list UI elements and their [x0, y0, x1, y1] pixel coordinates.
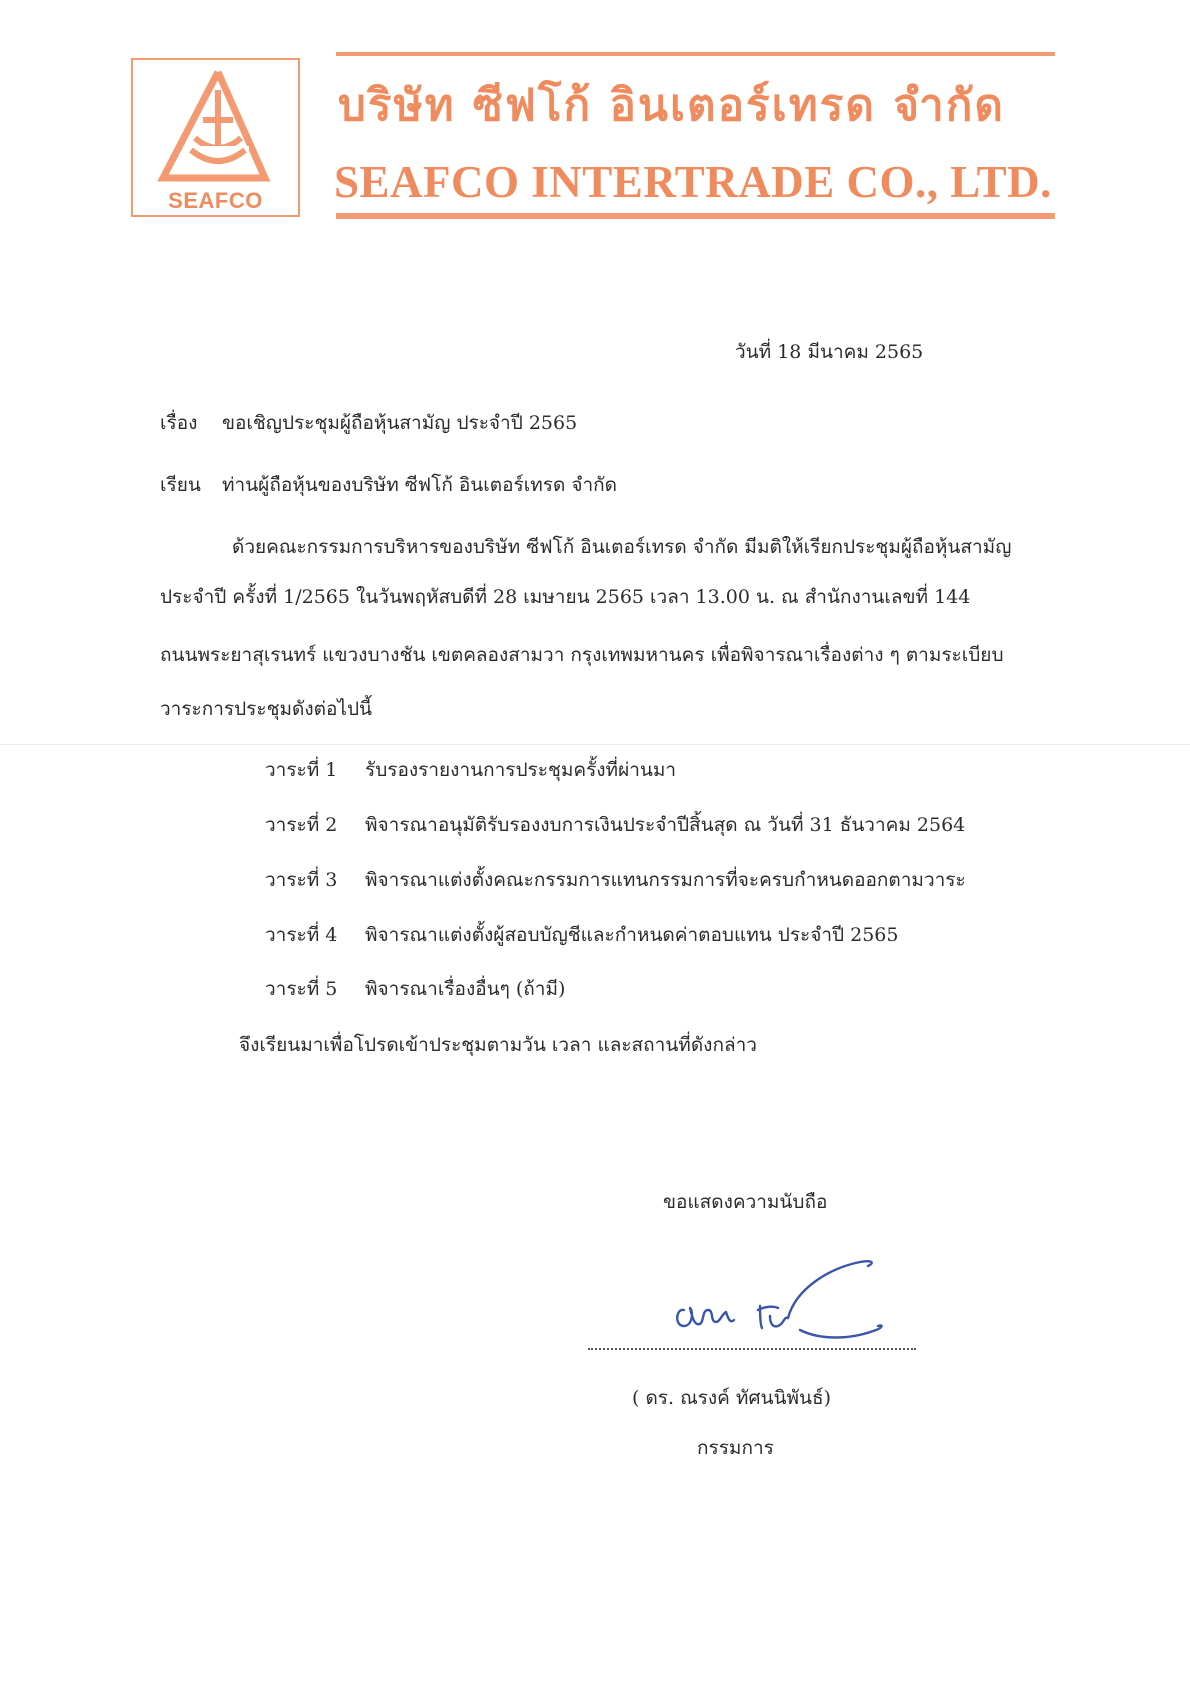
subject-text: ขอเชิญประชุมผู้ถือหุ้นสามัญ ประจำปี 2565 [222, 412, 578, 434]
agenda-number: วาระที่ 5 [265, 978, 338, 1000]
agenda-number: วาระที่ 1 [265, 759, 338, 781]
signature-dotted-line [588, 1348, 916, 1350]
letter-date: วันที่ 18 มีนาคม 2565 [735, 341, 924, 363]
agenda-text: พิจารณาอนุมัติรับรองงบการเงินประจำปีสิ้นสุด ณ วันที่ 31 ธันวาคม 2564 [365, 814, 966, 836]
agenda-item [265, 755, 676, 785]
company-name-english: SEAFCO INTERTRADE CO., LTD. [334, 157, 1052, 207]
paragraph-line: ด้วยคณะกรรมการบริหารของบริษัท ซีฟโก้ อินเตอร์เทรด จำกัด มีมติให้เรียกประชุมผู้ถือหุ้นสามัญ [232, 536, 1012, 558]
closing-sentence: จึงเรียนมาเพื่อโปรดเข้าประชุมตามวัน เวลา และสถานที่ดังกล่าว [239, 1034, 757, 1056]
regards-text: ขอแสดงความนับถือ [663, 1191, 828, 1213]
handwritten-signature [670, 1248, 900, 1348]
paragraph-line: ประจำปี ครั้งที่ 1/2565 ในวันพฤหัสบดีที่ 28 เมษายน 2565 เวลา 13.00 น. ณ สำนักงานเลขที่ 144 [160, 586, 971, 608]
paragraph-line: วาระการประชุมดังต่อไปนี้ [160, 698, 372, 720]
subject-line [160, 408, 577, 438]
company-name-thai: บริษัท ซีฟโก้ อินเตอร์เทรด จำกัด [338, 80, 1005, 131]
agenda-text: พิจารณาเรื่องอื่นๆ (ถ้ามี) [365, 978, 566, 1000]
agenda-number: วาระที่ 4 [265, 924, 338, 946]
logo-text: SEAFCO [168, 188, 263, 213]
header-rule-bottom [336, 213, 1055, 219]
company-logo [131, 58, 300, 217]
agenda-item [265, 865, 966, 895]
addressee-label: เรียน [160, 474, 201, 496]
agenda-text: พิจารณาแต่งตั้งผู้สอบบัญชีและกำหนดค่าตอบแทน ประจำปี 2565 [365, 924, 899, 946]
agenda-text: รับรองรายงานการประชุมครั้งที่ผ่านมา [365, 759, 677, 781]
subject-label: เรื่อง [160, 412, 198, 434]
signer-title: กรรมการ [697, 1437, 774, 1459]
signer-name: ( ดร. ณรงค์ ทัศนนิพันธ์) [632, 1387, 832, 1409]
header-rule-top [336, 52, 1055, 56]
agenda-number: วาระที่ 3 [265, 869, 338, 891]
agenda-text: พิจารณาแต่งตั้งคณะกรรมการแทนกรรมการที่จะครบกำหนดออกตามวาระ [365, 869, 966, 891]
addressee-text: ท่านผู้ถือหุ้นของบริษัท ซีฟโก้ อินเตอร์เทรด จำกัด [222, 474, 617, 496]
addressee-line [160, 470, 617, 500]
paragraph-line: ถนนพระยาสุเรนทร์ แขวงบางชัน เขตคลองสามวา กรุงเทพมหานคร เพื่อพิจารณาเรื่องต่าง ๆ ตามระเบียบ [160, 644, 1004, 666]
agenda-item [265, 920, 898, 950]
agenda-item [265, 810, 965, 840]
scan-fold-line [0, 744, 1190, 745]
agenda-number: วาระที่ 2 [265, 814, 338, 836]
agenda-item [265, 974, 565, 1004]
